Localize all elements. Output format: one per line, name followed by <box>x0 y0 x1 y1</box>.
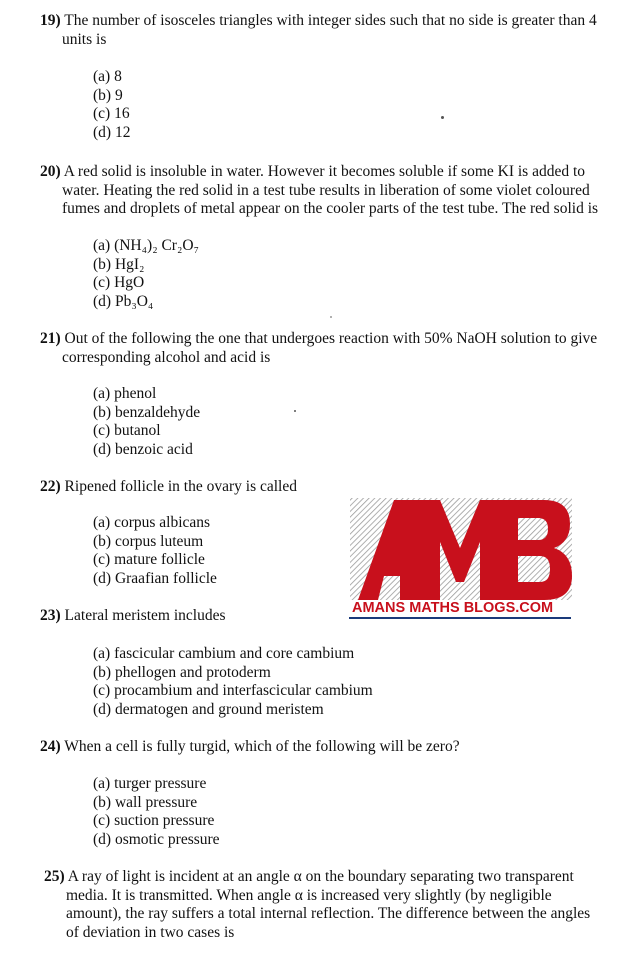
option-d: (d) osmotic pressure <box>93 830 220 848</box>
question-19-options <box>93 68 130 142</box>
option-d: (d) benzoic acid <box>93 440 193 458</box>
option-d: (d) Graafian follicle <box>93 569 217 587</box>
logo-underline <box>349 617 571 619</box>
question-number: 25) <box>44 868 65 885</box>
option-d: (d) dermatogen and ground meristem <box>93 700 324 718</box>
question-line: A red solid is insoluble in water. However it becomes soluble if some KI is added to <box>63 163 586 180</box>
question-22-text <box>40 478 625 497</box>
question-line: of deviation in two cases is <box>66 923 235 941</box>
question-25-text <box>44 868 629 942</box>
question-line: Ripened follicle in the ovary is called <box>64 478 297 495</box>
option-b: (b) wall pressure <box>93 793 198 811</box>
option-c: (c) mature follicle <box>93 551 205 568</box>
question-21-options <box>93 385 200 459</box>
option-b: (b) 9 <box>93 86 123 104</box>
question-20-text <box>40 163 625 219</box>
question-line: Out of the following the one that undergoes reaction with 50% NaOH solution to give <box>64 330 598 347</box>
option-b: (b) corpus luteum <box>93 532 204 550</box>
option-d: (d) 12 <box>93 123 131 141</box>
question-line: water. Heating the red solid in a test tube results in liberation of some violet coloured <box>62 181 590 199</box>
option-a: (a) (NH₄)₂ Cr₂O₇ <box>93 237 199 254</box>
option-a: (a) corpus albicans <box>93 514 211 531</box>
option-a: (a) turger pressure <box>93 775 207 792</box>
question-number: 24) <box>40 738 61 755</box>
question-23-options <box>93 645 373 719</box>
question-line: Lateral meristem includes <box>64 607 226 624</box>
question-line: corresponding alcohol and acid is <box>62 348 271 366</box>
option-a: (a) 8 <box>93 68 122 85</box>
option-c: (c) suction pressure <box>93 812 215 829</box>
question-number: 20) <box>40 163 61 180</box>
question-20-options <box>93 237 199 311</box>
option-b: (b) phellogen and protoderm <box>93 663 271 681</box>
option-c: (c) procambium and interfascicular cambium <box>93 682 373 699</box>
question-number: 21) <box>40 330 61 347</box>
question-24-options <box>93 775 220 849</box>
question-line: fumes and droplets of metal appear on the cooler parts of the test tube. The red solid is <box>62 200 599 217</box>
option-c: (c) butanol <box>93 422 161 439</box>
option-a: (a) fascicular cambium and core cambium <box>93 645 355 662</box>
option-c: (c) HgO <box>93 274 145 291</box>
question-19-text <box>40 12 625 49</box>
logo-text: AMANS MATHS BLOGS.COM <box>352 600 554 616</box>
question-line: media. It is transmitted. When angle α is increased very slightly (by negligible <box>66 886 552 904</box>
question-number: 22) <box>40 478 61 495</box>
question-line: When a cell is fully turgid, which of the following will be zero? <box>64 738 460 755</box>
question-number: 23) <box>40 607 61 624</box>
question-line: amount), the ray suffers a total internal reflection. The difference between the angles <box>66 905 591 922</box>
question-line: A ray of light is incident at an angle α on the boundary separating two transparent <box>67 868 574 885</box>
option-d: (d) Pb₃O₄ <box>93 292 154 310</box>
option-a: (a) phenol <box>93 385 157 402</box>
question-line: units is <box>62 30 107 48</box>
question-number: 19) <box>40 12 61 29</box>
option-b: (b) benzaldehyde <box>93 403 201 421</box>
option-b: (b) HgI₂ <box>93 255 145 273</box>
question-21-text <box>40 330 625 367</box>
scan-speck <box>441 116 444 119</box>
question-24-text <box>40 738 625 757</box>
question-22-options <box>93 514 217 588</box>
option-c: (c) 16 <box>93 105 130 122</box>
scan-speck <box>330 316 332 318</box>
scan-speck <box>294 410 296 412</box>
question-line: The number of isosceles triangles with integer sides such that no side is greater than 4 <box>64 12 597 29</box>
